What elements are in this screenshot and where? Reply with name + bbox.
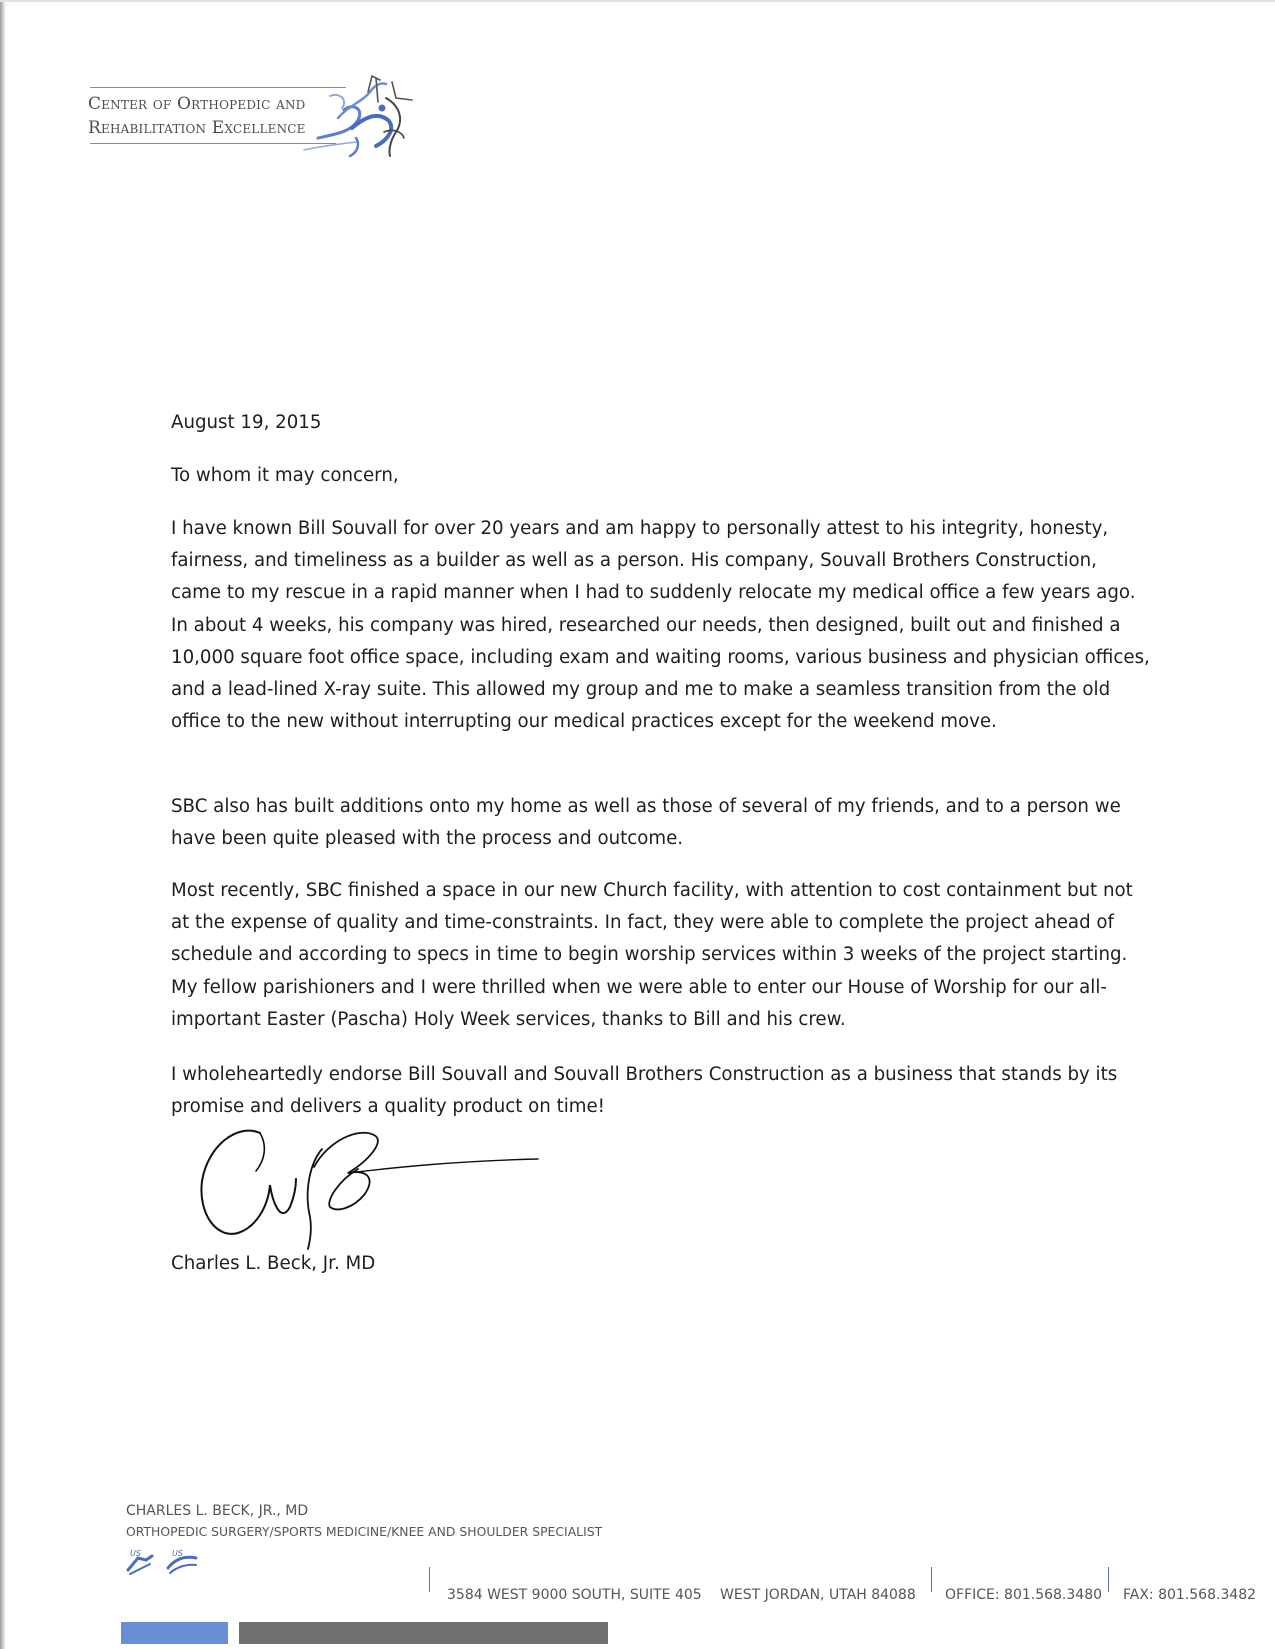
footer-office-phone: OFFICE: 801.568.3480 xyxy=(945,1587,1103,1603)
footer-fax: FAX: 801.568.3482 xyxy=(1123,1587,1257,1603)
logo-text-line2: Rehabilitation Excellence xyxy=(88,118,306,138)
logo-text-line1: Center of Orthopedic and xyxy=(88,94,306,114)
footer-address: 3584 WEST 9000 SOUTH, SUITE 405 xyxy=(447,1587,702,1603)
footer-divider xyxy=(429,1567,430,1592)
handwritten-signature xyxy=(198,1121,543,1253)
us-snowboard-badge-icon xyxy=(166,1546,198,1576)
page-edge-shadow xyxy=(0,0,6,1649)
footer-blue-band xyxy=(121,1622,228,1644)
svg-text:US: US xyxy=(130,1549,141,1558)
athlete-figures-logo-icon xyxy=(296,72,434,172)
footer-specialty: ORTHOPEDIC SURGERY/SPORTS MEDICINE/KNEE AND SHOULDER SPECIALIST xyxy=(126,1524,603,1539)
letter-salutation: To whom it may concern, xyxy=(171,465,399,486)
letter-date: August 19, 2015 xyxy=(171,412,322,433)
footer-city: WEST JORDAN, UTAH 84088 xyxy=(720,1587,916,1603)
letter-paragraph: SBC also has built additions onto my home as well as those of several of my friends, and to a person we have been quite pleased with the process and outcome. xyxy=(171,796,1121,850)
us-ski-team-badge-icon xyxy=(124,1546,156,1576)
svg-text:US: US xyxy=(172,1549,183,1558)
footer-divider xyxy=(1108,1567,1109,1592)
letter-paragraph: Most recently, SBC finished a space in our new Church facility, with attention to cost containment but not at the expense of quality and time-constraints. In fact, they were able to complete the project ahead of schedule and according to specs in time to begin worship services within 3 weeks of the project starting. My fellow parishioners and I were thrilled when we were able to enter our House of Worship for our all-important Easter (Pascha) Holy Week services, thanks to Bill and his crew. xyxy=(171,880,1133,1030)
signer-name: Charles L. Beck, Jr. MD xyxy=(171,1253,376,1274)
letter-paragraph: I have known Bill Souvall for over 20 years and am happy to personally attest to his integrity, honesty, fairness, and timeliness as a builder as well as a person. His company, Souvall Brothers Construction, came to my rescue in a rapid manner when I had to suddenly relocate my medical office a few years ago. In about 4 weeks, his company was hired, researched our needs, then designed, built out and finished a 10,000 square foot office space, including exam and waiting rooms, various business and physician offices, and a lead-lined X-ray suite. This allowed my group and me to make a seamless transition from the old office to the new without interrupting our medical practices except for the weekend move. xyxy=(171,518,1150,733)
page-top-edge xyxy=(0,0,1275,2)
footer-doctor-name: CHARLES L. BECK, JR., MD xyxy=(126,1503,309,1519)
letter-paragraph: I wholeheartedly endorse Bill Souvall and Souvall Brothers Construction as a business that stands by its promise and delivers a quality product on time! xyxy=(171,1064,1118,1118)
footer-divider xyxy=(931,1567,932,1592)
footer-gray-band xyxy=(239,1622,608,1644)
